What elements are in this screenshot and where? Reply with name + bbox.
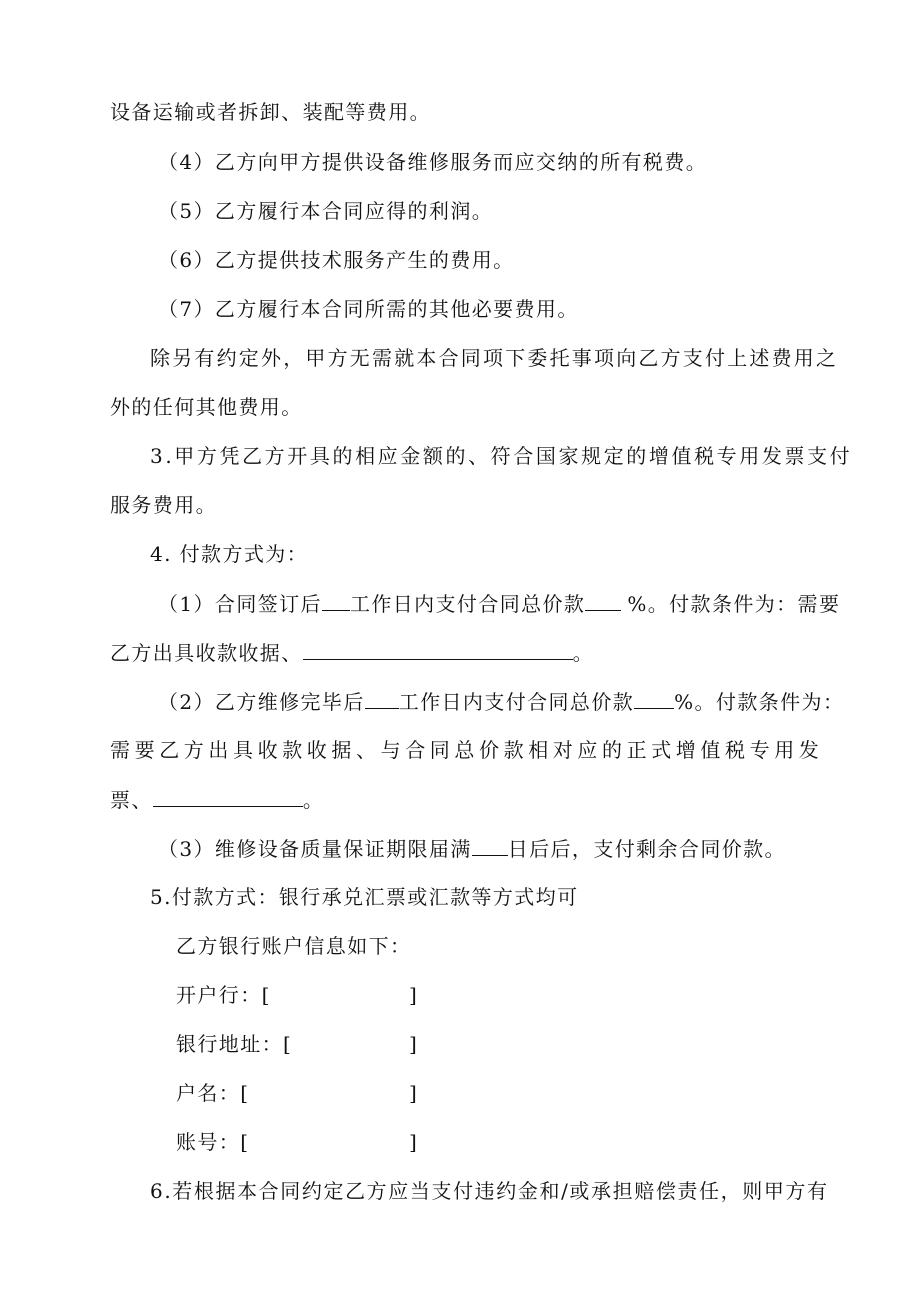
payment-item-1-prefix: （1）合同签订后 bbox=[158, 592, 322, 616]
workdays-blank-2 bbox=[365, 686, 399, 709]
clause-5-payment-method: 5.付款方式：银行承兑汇票或汇款等方式均可 bbox=[150, 885, 579, 909]
payment-item-2-middle: 工作日内支付合同总价款 bbox=[398, 690, 635, 714]
workdays-blank-1 bbox=[322, 588, 350, 611]
payment-item-1-suffix: %。付款条件为：需要 bbox=[627, 592, 841, 616]
percent-blank-2 bbox=[634, 686, 674, 709]
condition-blank-2 bbox=[153, 784, 303, 807]
bank-field-opening-bank-label: 开户行：[ bbox=[176, 983, 271, 1007]
clause-3-line1: 3.甲方凭乙方开具的相应金额的、符合国家规定的增值税专用发票支付 bbox=[150, 444, 853, 468]
paragraph-no-other-fees-line1: 除另有约定外，甲方无需就本合同项下委托事项向乙方支付上述费用之 bbox=[150, 346, 839, 370]
paragraph-no-other-fees-line2: 外的任何其他费用。 bbox=[110, 395, 303, 419]
payment-item-1-line2 bbox=[110, 637, 594, 667]
bank-field-opening-bank-close: ] bbox=[409, 983, 419, 1007]
payment-item-2-prefix: （2）乙方维修完毕后 bbox=[158, 690, 365, 714]
payment-item-2-suffix: %。付款条件为： bbox=[674, 690, 845, 714]
list-item-5-profit: （5）乙方履行本合同应得的利润。 bbox=[158, 199, 494, 223]
list-item-6-tech-service: （6）乙方提供技术服务产生的费用。 bbox=[158, 248, 515, 272]
payment-item-3-suffix: 日后后，支付剩余合同价款。 bbox=[507, 837, 786, 861]
clause-6-line1: 6.若根据本合同约定乙方应当支付违约金和/或承担赔偿责任，则甲方有 bbox=[150, 1179, 829, 1203]
percent-blank-1 bbox=[585, 588, 621, 611]
list-item-7-other-fees: （7）乙方履行本合同所需的其他必要费用。 bbox=[158, 297, 579, 321]
payment-item-2-line3-prefix: 票、 bbox=[110, 788, 153, 812]
bank-info-heading: 乙方银行账户信息如下： bbox=[176, 934, 412, 958]
text-line-transport-fees: 设备运输或者拆卸、装配等费用。 bbox=[110, 100, 431, 124]
list-item-4-taxes: （4）乙方向甲方提供设备维修服务而应交纳的所有税费。 bbox=[158, 150, 708, 174]
payment-item-3-prefix: （3）维修设备质量保证期限届满 bbox=[158, 837, 472, 861]
bank-field-account-number-close: ] bbox=[409, 1130, 419, 1154]
clause-4-heading: 4. 付款方式为： bbox=[150, 542, 309, 566]
payment-item-2-line3-end: 。 bbox=[302, 788, 325, 812]
payment-item-2-line1 bbox=[158, 686, 844, 716]
bank-field-account-name-close: ] bbox=[409, 1081, 419, 1105]
payment-item-2-line2: 需要乙方出具收款收据、与合同总价款相对应的正式增值税专用发 bbox=[110, 738, 824, 762]
payment-item-1-line1 bbox=[158, 588, 840, 618]
bank-field-account-number-label: 账号：[ bbox=[176, 1130, 250, 1154]
payment-item-1-middle: 工作日内支付合同总价款 bbox=[349, 592, 586, 616]
payment-item-1-line2-end: 。 bbox=[572, 641, 595, 665]
condition-blank-1 bbox=[303, 637, 573, 660]
bank-field-account-name-label: 户名：[ bbox=[176, 1081, 250, 1105]
clause-3-line2: 服务费用。 bbox=[110, 493, 217, 517]
payment-item-2-line3 bbox=[110, 784, 324, 814]
payment-item-1-line2-prefix: 乙方出具收款收据、 bbox=[110, 641, 303, 665]
days-blank-3 bbox=[472, 833, 508, 856]
bank-field-address-label: 银行地址：[ bbox=[176, 1032, 293, 1056]
bank-field-address-close: ] bbox=[409, 1032, 419, 1056]
payment-item-3 bbox=[158, 833, 786, 863]
